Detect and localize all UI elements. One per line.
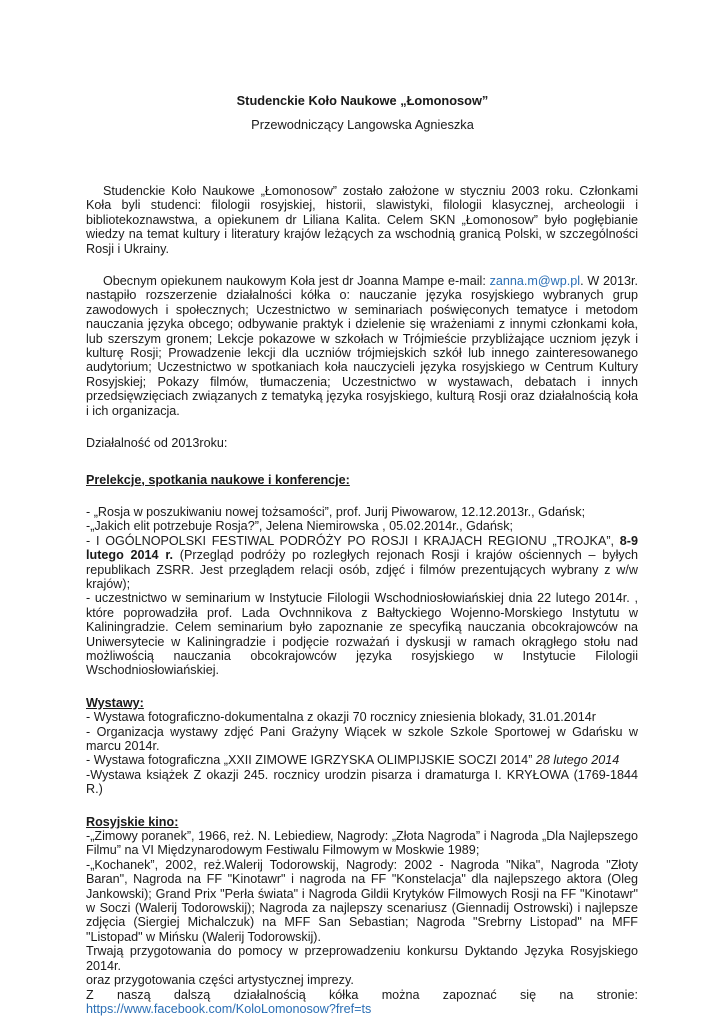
olympics-date: 28 lutego 2014 bbox=[535, 753, 620, 768]
supervisor-paragraph bbox=[86, 274, 638, 418]
more-info-text: Z naszą dalszą działalnością kółka można zapoznać się na stronie: bbox=[86, 987, 638, 1002]
lecture-item-festival bbox=[86, 534, 638, 592]
document-subtitle: Przewodniczący Langowska Agnieszka bbox=[251, 117, 474, 132]
more-info-paragraph bbox=[86, 988, 638, 1017]
cinema-heading: Rosyjskie kino: bbox=[86, 814, 179, 829]
supervisor-text: Obecnym opiekunem naukowym Koła jest dr Joanna Mampe e-mail: bbox=[103, 274, 490, 289]
exhibitions-heading: Wystawy: bbox=[86, 695, 144, 710]
cinema-item: -„Zimowy poranek”, 1966, reż. N. Lebiediew, Nagrody: „Złota Nagroda” i Nagroda „Dla Najlepszego Filmu” na VI Międzynarodowym Festiwalu Filmowym w Moskwie 1989; bbox=[86, 829, 638, 858]
activity-since: Działalność od 2013roku: bbox=[86, 436, 228, 451]
olympics-text: - Wystawa fotograficzna „XXII ZIMOWE IGRZYSKA OLIMPIJSKIE SOCZI 2014” bbox=[86, 753, 536, 768]
lecture-item: - „Rosja w poszukiwaniu nowej tożsamości”, prof. Jurij Piwowarow, 12.12.2013r., Gdańsk; bbox=[86, 504, 586, 519]
cinema-item: -„Kochanek”, 2002, reż.Walerij Todorowskij, Nagrody: 2002 - Nagroda "Nika", Nagroda "Złoty Baran", Nagroda na FF "Kinotawr" i nagroda na FF "Konstelacja" dla najlepszego aktora (Oleg Jankowski); Grand Prix "Perła świata" i Nagroda Gildii Krytyków Filmowych Rosji na FF "Kinotawr" w Soczi (Walerij Todorowskij); Nagroda za najlepszy scenariusz (Giennadij Ostrowski) i najlepsze zdjęcia (Siergiej Michalczuk) na MFF San Sebastian; Nagroda "Srebrny Listopad" na MFF "Listopad" w Mińsku (Walerij Todorowskij). bbox=[86, 857, 638, 944]
exhibition-item-olympics bbox=[86, 753, 638, 767]
extension-text: . W 2013r. nastąpiło rozszerzenie działalności kółka o: nauczanie języka rosyjskiego wybranych grup zawodowych i społecznych; Uczestnictwo w seminariach poświęconych tematyce i metodom nauczania języka obcego; odbywanie praktyk i dzielenie się wrażeniami z innymi członkami koła, lub szerszym gronem; Lekcje pokazowe w szkołach w Trójmieście przybliżające uczniom język i kulturę Rosji; Prowadzenie lekcji dla uczniów trójmiejskich szkół lub innego zainteresowanego audytorium; Uczestnictwo w spotkaniach koła nauczycieli języka rosyjskiego w Centrum Kultury Rosyjskiej; Pokazy filmów, tłumaczenia; Uczestnictwo w wystawach, debatach i innych przedsięwzięciach związanych z tematyką języka rosyjskiego, kulturą Rosji oraz działalnością koła i ich organizacja. bbox=[86, 274, 638, 418]
festival-date: 8-9 lutego 2014 r. bbox=[86, 533, 638, 563]
intro-paragraph: Studenckie Koło Naukowe „Łomonosow” zostało założone w styczniu 2003 roku. Członkami Koła byli studenci: filologii rosyjskiej, historii, slawistyki, filologii klasycznej, archeologii i bibliotekoznawstwa, a opiekunem dr Liliana Kalita. Celem SKN „Łomonosow” było pogłębianie wiedzy na temat kultury i literatury krajów leżących za wschodnią granicą Polski, w szczególności Rosji i Ukrainy. bbox=[86, 184, 638, 256]
document-title: Studenckie Koło Naukowe „Łomonosow” bbox=[236, 93, 489, 108]
lectures-heading: Prelekcje, spotkania naukowe i konferencje: bbox=[86, 472, 350, 487]
preparation-line: Trwają przygotowania do pomocy w przeprowadzeniu konkursu Dyktando Języka Rosyjskiego 2014r. bbox=[86, 944, 638, 973]
lecture-item: -„Jakich elit potrzebuje Rosja?”, Jelena Niemirowska , 05.02.2014r., Gdańsk; bbox=[86, 519, 513, 534]
exhibition-item: -Wystawa książek Z okazji 245. rocznicy urodzin pisarza i dramaturga I. KRYŁOWA (1769-1844 R.) bbox=[86, 767, 638, 797]
email-link[interactable]: zanna.m@wp.pl bbox=[489, 274, 581, 289]
festival-text: - I OGÓLNOPOLSKI FESTIWAL PODRÓŻY PO ROSJI I KRAJACH REGIONU „TROJKA”, bbox=[86, 533, 620, 548]
exhibition-item: - Wystawa fotograficzno-dokumentalna z okazji 70 rocznicy zniesienia blokady, 31.01.2014r bbox=[86, 710, 596, 725]
document-body bbox=[86, 184, 638, 1016]
exhibition-item: - Organizacja wystawy zdjęć Pani Grażyny Wiącek w szkole Szkole Sportowej w Gdańsku w marcu 2014r. bbox=[86, 724, 638, 753]
lecture-item: - uczestnictwo w seminarium w Instytucie Filologii Wschodniosłowiańskiej dnia 22 lutego 2014r. , które poprowadziła prof. Lada Ovchnnikova z Bałtyckiego Wojenno-Morskiego Instytutu w Kaliningradzie. Celem seminarium było zapoznanie ze specyfiką nauczania obcokrajowców na Uniwersytecie w Kaliningradzie i podjęcie rozważań i dyskusji w ramach okrągłego stołu nad możliwością nauczania obcokrajowców języka rosyjskiego w Instytucie Filologii Wschodniosłowiańskiej. bbox=[86, 591, 638, 678]
festival-description: (Przegląd podróży po rozległych rejonach Rosji i krajów ościennych – byłych republikach ZSRR. Jest przeglądem relacji osób, zdjęć i filmów prezentujących wybrany z w/w krajów); bbox=[86, 548, 639, 591]
preparation-line: oraz przygotowania części artystycznej imprezy. bbox=[86, 973, 354, 988]
facebook-link[interactable]: https://www.facebook.com/KoloLomonosow?fref=ts bbox=[86, 1001, 372, 1016]
